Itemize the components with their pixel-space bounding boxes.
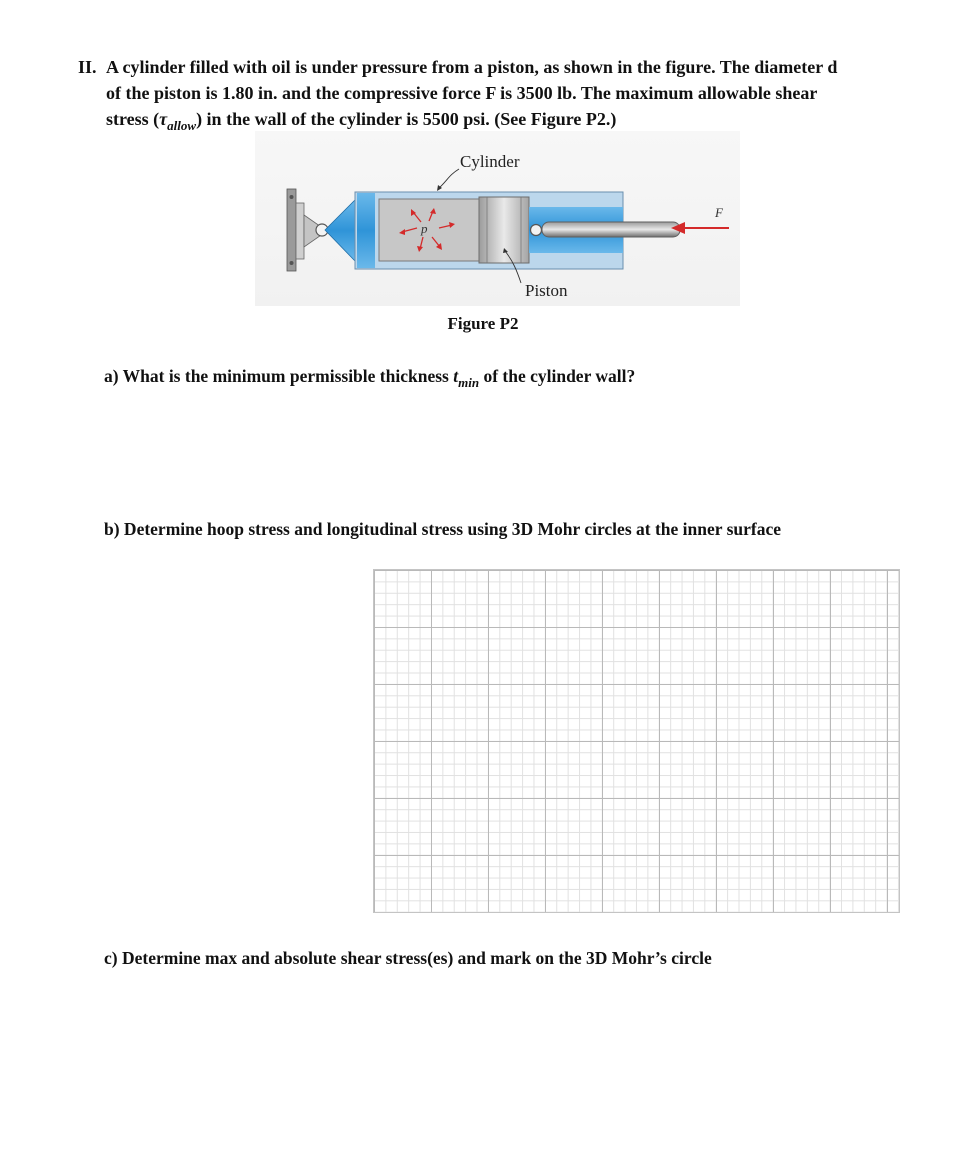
figure-p2 (255, 131, 740, 306)
problem-line-1: II. A cylinder filled with oil is under pressure from a piston, as shown in the figure. The diameter d (78, 54, 898, 80)
problem-line-3: stress $(\tau_{allow})$ in the wall of the cylinder is 5500 psi. (See Figure P2.) (106, 109, 617, 133)
t-subscript: min (458, 375, 480, 390)
graph-paper-grid (373, 569, 900, 913)
piston-rod (531, 222, 681, 237)
force-label: F (715, 205, 723, 220)
cylinder-piston-diagram (255, 131, 740, 306)
problem-statement (78, 54, 898, 134)
question-b: b) Determine hoop stress and longitudinal stress using 3D Mohr circles at the inner surface (104, 519, 781, 539)
problem-line-2: of the piston is 1.80 in. and the compressive force F is 3500 lb. The maximum allowable shear (106, 83, 818, 103)
figure-caption: Figure P2 (447, 314, 519, 333)
problem-number: II. (78, 57, 97, 77)
piston-label: Piston (525, 281, 568, 300)
tau-symbol: τ (159, 109, 168, 129)
tau-subscript: allow (167, 118, 197, 133)
oil-chamber (379, 199, 479, 261)
cylinder-left-wall (357, 193, 375, 268)
question-a: a) What is the minimum permissible thickness $t_{min}$ of the cylinder wall? (104, 366, 636, 390)
question-c: c) Determine max and absolute shear stress(es) and mark on the 3D Mohr’s circle (104, 948, 712, 968)
piston-head (479, 197, 529, 263)
pressure-label: p (421, 221, 428, 236)
cylinder-label: Cylinder (460, 152, 520, 171)
t-symbol: t (453, 366, 459, 386)
